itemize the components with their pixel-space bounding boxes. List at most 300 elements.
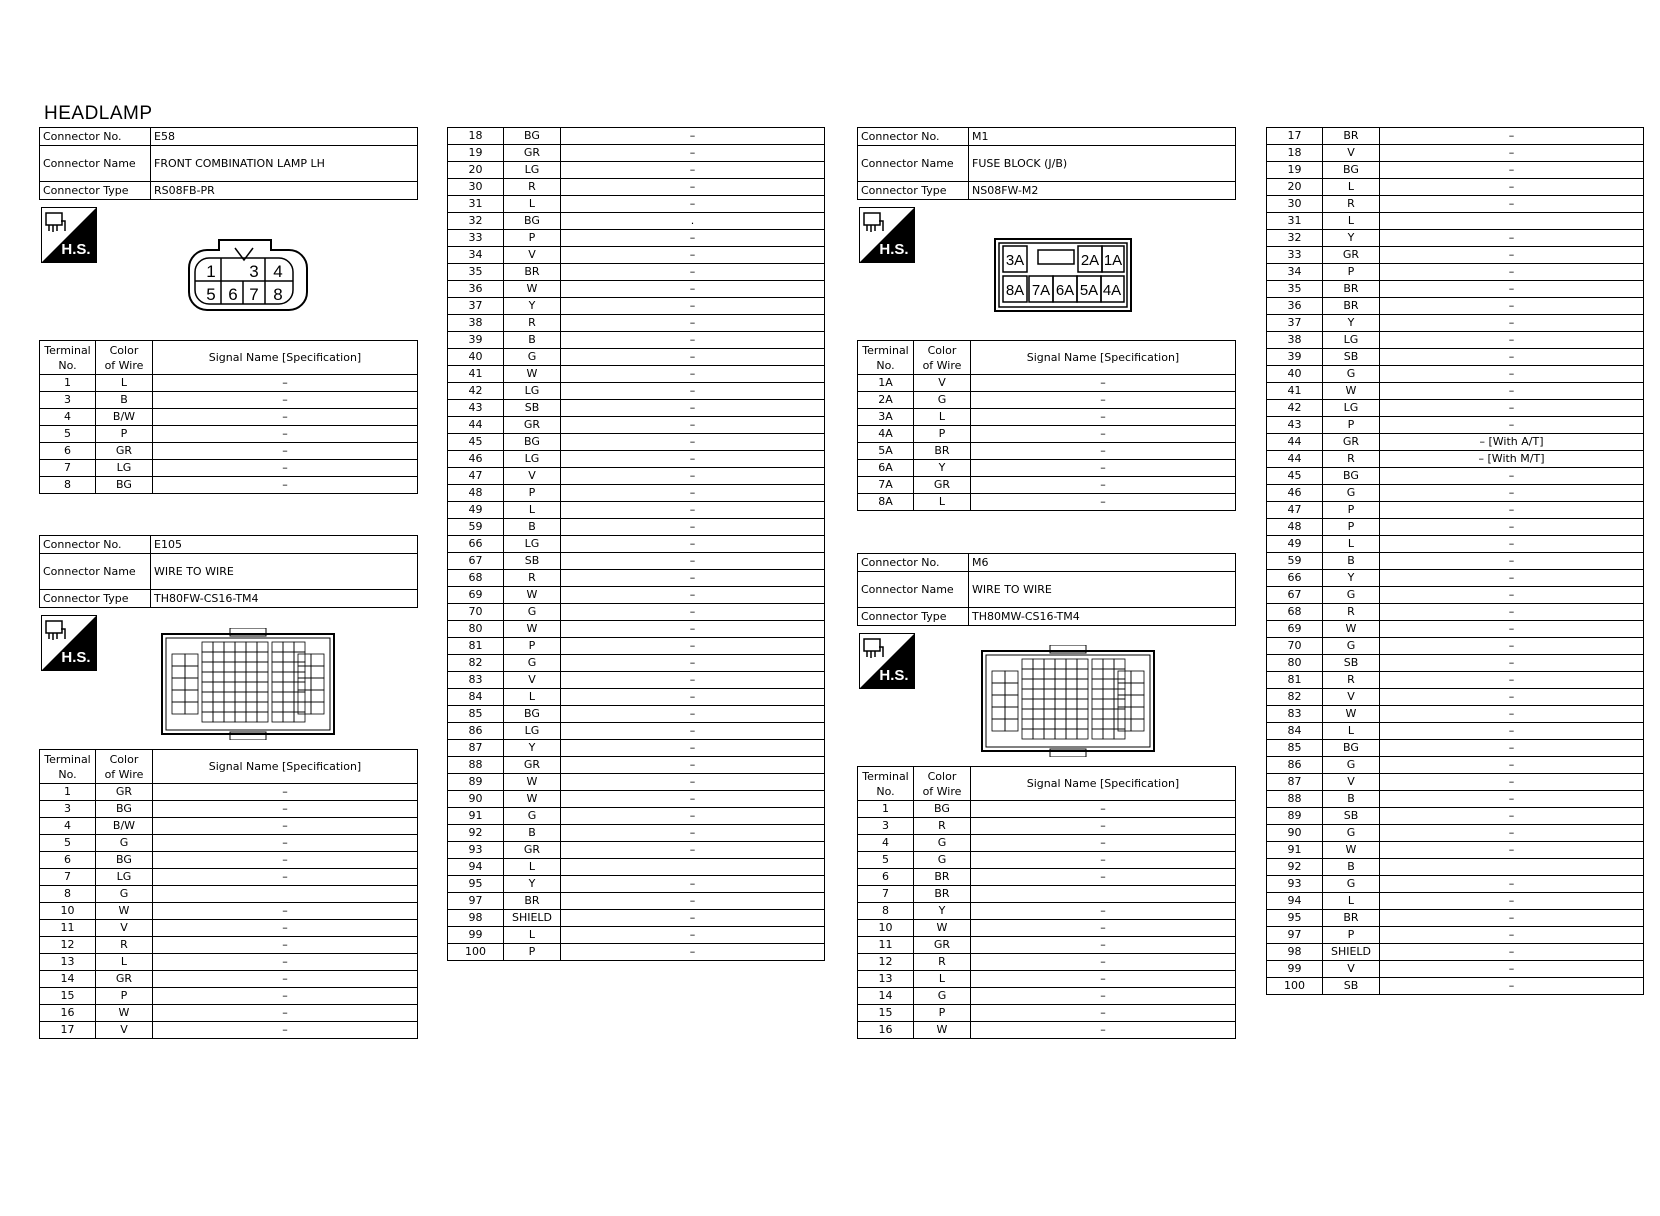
signal-name-cell: – <box>561 230 825 247</box>
terminal-no-cell: 81 <box>1267 672 1323 689</box>
signal-name-header: Signal Name [Specification] <box>153 750 418 784</box>
table-row <box>1267 502 1644 519</box>
wire-color-cell: Y <box>1323 315 1380 332</box>
wire-color-cell: BG <box>1323 468 1380 485</box>
signal-name-cell: – <box>561 485 825 502</box>
table-row <box>448 468 825 485</box>
signal-name-cell: – <box>561 723 825 740</box>
wire-color-cell: W <box>504 621 561 638</box>
table-row <box>448 366 825 383</box>
signal-name-cell: – <box>561 553 825 570</box>
connector-cavity <box>213 712 224 722</box>
signal-name-cell <box>561 859 825 876</box>
connector-name-value: FUSE BLOCK (J/B) <box>969 146 1236 182</box>
signal-name-cell: – <box>1380 468 1644 485</box>
wire-color-cell: G <box>914 392 971 409</box>
pin-label: 6 <box>228 285 238 304</box>
wire-color-cell: B <box>504 332 561 349</box>
signal-name-cell: – <box>561 417 825 434</box>
signal-name-cell: – <box>153 852 418 869</box>
wire-color-cell: G <box>1323 825 1380 842</box>
signal-name-cell: – <box>971 937 1236 954</box>
terminal-no-cell: 17 <box>1267 128 1323 145</box>
table-row <box>448 910 825 927</box>
signal-name-cell: – [With M/T] <box>1380 451 1644 468</box>
wire-color-cell: B/W <box>96 818 153 835</box>
signal-name-cell: – <box>153 971 418 988</box>
connector-cavity <box>1044 669 1055 679</box>
wire-color-cell: BG <box>914 801 971 818</box>
wire-color-cell: L <box>1323 723 1380 740</box>
signal-name-cell: – <box>561 179 825 196</box>
wire-color-cell: BG <box>96 852 153 869</box>
connector-cavity <box>1044 659 1055 669</box>
terminal-no-cell: 90 <box>448 791 504 808</box>
connector-cavity <box>992 707 1005 719</box>
signal-name-cell: – <box>1380 825 1644 842</box>
table-row <box>858 869 1236 886</box>
signal-name-cell: – <box>1380 570 1644 587</box>
table-row <box>448 383 825 400</box>
signal-name-cell: – <box>561 536 825 553</box>
wire-color-cell: L <box>914 409 971 426</box>
connector-cavity <box>283 712 294 722</box>
connector-cavity <box>224 662 235 672</box>
signal-name-cell: – <box>971 801 1236 818</box>
signal-name-cell: – <box>153 920 418 937</box>
table-row <box>1267 468 1644 485</box>
table-row <box>448 723 825 740</box>
wire-color-cell: LG <box>504 451 561 468</box>
wire-color-cell: P <box>504 638 561 655</box>
table-row <box>448 502 825 519</box>
table-row <box>448 774 825 791</box>
connector-cavity <box>1077 699 1088 709</box>
table-row <box>40 784 418 801</box>
terminal-no-cell: 4 <box>858 835 914 852</box>
terminal-no-cell: 80 <box>1267 655 1323 672</box>
pin-label: 3 <box>249 262 259 281</box>
wire-color-cell: L <box>1323 213 1380 230</box>
table-row <box>1267 774 1644 791</box>
wire-color-cell: G <box>504 349 561 366</box>
signal-name-cell: – <box>1380 128 1644 145</box>
wire-color-cell: LG <box>96 869 153 886</box>
wire-color-cell: R <box>1323 196 1380 213</box>
terminal-no-cell: 36 <box>1267 298 1323 315</box>
wire-color-cell: GR <box>504 417 561 434</box>
table-row <box>1267 519 1644 536</box>
connector-cavity <box>311 678 324 690</box>
signal-name-cell: – <box>561 927 825 944</box>
pin-label: 7 <box>249 285 259 304</box>
connector-cavity <box>235 702 246 712</box>
wire-color-cell: BG <box>96 801 153 818</box>
connector-cavity <box>272 692 283 702</box>
table-row <box>40 477 418 494</box>
connector-cavity <box>1022 699 1033 709</box>
wire-color-cell: W <box>914 1022 971 1039</box>
wire-color-cell: R <box>504 570 561 587</box>
connector-type-value: NS08FW-M2 <box>969 182 1236 200</box>
connector-cavity <box>1033 729 1044 739</box>
terminal-no-header: Terminal No. <box>858 341 914 375</box>
table-row <box>858 392 1236 409</box>
table-row <box>448 893 825 910</box>
terminal-no-cell: 87 <box>1267 774 1323 791</box>
connector-cavity <box>1092 689 1103 699</box>
table-row <box>1267 315 1644 332</box>
terminal-no-cell: 37 <box>1267 315 1323 332</box>
table-row <box>448 315 825 332</box>
table-row <box>1267 689 1644 706</box>
signal-name-cell: – <box>1380 247 1644 264</box>
signal-name-cell: – <box>153 460 418 477</box>
wire-color-cell: W <box>96 1005 153 1022</box>
signal-name-header: Signal Name [Specification] <box>153 341 418 375</box>
terminal-no-cell: 8 <box>40 886 96 903</box>
connector-cavity <box>257 662 268 672</box>
wire-color-cell: Y <box>1323 230 1380 247</box>
connector-cavity <box>298 654 311 666</box>
signal-name-cell: – <box>153 426 418 443</box>
connector-cavity <box>1066 679 1077 689</box>
wire-color-cell: R <box>914 818 971 835</box>
connector-cavity <box>1092 719 1103 729</box>
hs-label: H.S. <box>61 241 91 258</box>
column-1-e105 <box>39 535 418 608</box>
wire-color-cell: B/W <box>96 409 153 426</box>
connector-cavity <box>202 672 213 682</box>
wire-color-cell: V <box>1323 689 1380 706</box>
connector-cavity <box>224 682 235 692</box>
wire-color-cell: G <box>504 808 561 825</box>
wire-color-cell: P <box>1323 417 1380 434</box>
connector-type-value: RS08FB-PR <box>151 182 418 200</box>
wire-color-cell: SB <box>1323 349 1380 366</box>
terminal-no-cell: 15 <box>858 1005 914 1022</box>
wire-color-cell: V <box>1323 145 1380 162</box>
connector-cavity <box>1005 671 1018 683</box>
wire-color-cell: W <box>1323 383 1380 400</box>
column-3-m6 <box>857 553 1236 626</box>
signal-name-cell: – <box>561 570 825 587</box>
connector-cavity <box>283 642 294 652</box>
connector-cavity <box>283 702 294 712</box>
connector-cavity <box>298 678 311 690</box>
connector-cavity <box>1103 659 1114 669</box>
table-row <box>40 409 418 426</box>
connector-cavity <box>257 702 268 712</box>
wire-color-cell: V <box>504 247 561 264</box>
connector-cavity <box>1033 659 1044 669</box>
connector-cavity <box>224 672 235 682</box>
terminal-no-header: Terminal No. <box>858 767 914 801</box>
signal-name-cell: – <box>1380 502 1644 519</box>
color-of-wire-header: Color of Wire <box>914 767 971 801</box>
terminal-no-cell: 37 <box>448 298 504 315</box>
connector-cavity <box>1092 679 1103 689</box>
connector-cavity <box>1103 669 1114 679</box>
signal-name-cell: – <box>153 375 418 392</box>
signal-name-cell: – <box>153 784 418 801</box>
terminal-no-cell: 6 <box>858 869 914 886</box>
table-row <box>1267 587 1644 604</box>
connector-cavity <box>283 672 294 682</box>
terminal-no-cell: 95 <box>1267 910 1323 927</box>
connector-cavity <box>202 642 213 652</box>
pin-label: 4A <box>1102 282 1122 299</box>
wire-color-cell: BR <box>914 443 971 460</box>
connector-name-value: WIRE TO WIRE <box>151 554 418 590</box>
wire-color-cell: W <box>1323 621 1380 638</box>
terminal-no-cell: 46 <box>448 451 504 468</box>
wire-color-cell: G <box>914 852 971 869</box>
connector-cavity <box>1044 709 1055 719</box>
signal-name-cell: – <box>971 903 1236 920</box>
signal-name-cell: – <box>1380 927 1644 944</box>
terminal-no-cell: 95 <box>448 876 504 893</box>
terminal-no-cell: 97 <box>448 893 504 910</box>
connector-cavity <box>224 692 235 702</box>
wire-color-cell: L <box>914 494 971 511</box>
signal-name-cell: – <box>1380 519 1644 536</box>
signal-name-cell: – <box>1380 774 1644 791</box>
terminal-no-cell: 42 <box>1267 400 1323 417</box>
connector-cavity <box>1114 729 1125 739</box>
connector-cavity <box>1114 679 1125 689</box>
wire-color-cell: P <box>1323 927 1380 944</box>
wire-color-cell: GR <box>1323 434 1380 451</box>
connector-cavity <box>213 642 224 652</box>
connector-e105-info <box>39 535 418 608</box>
wire-color-cell: P <box>504 944 561 961</box>
wire-color-cell: LG <box>504 536 561 553</box>
connector-cavity <box>1066 659 1077 669</box>
signal-name-cell: – <box>1380 383 1644 400</box>
terminal-no-cell: 45 <box>1267 468 1323 485</box>
connector-cavity <box>1005 707 1018 719</box>
table-row <box>1267 927 1644 944</box>
table-row <box>448 145 825 162</box>
wire-color-cell: V <box>504 468 561 485</box>
connector-cavity <box>1103 709 1114 719</box>
terminal-no-cell: 3 <box>40 392 96 409</box>
wire-color-cell: LG <box>504 162 561 179</box>
connector-cavity <box>172 678 185 690</box>
connector-cavity <box>1022 709 1033 719</box>
terminal-no-cell: 81 <box>448 638 504 655</box>
connector-no-value: E105 <box>151 536 418 554</box>
connector-cavity <box>202 652 213 662</box>
terminal-no-cell: 14 <box>40 971 96 988</box>
wire-color-cell: G <box>1323 366 1380 383</box>
pin-label: 2A <box>1080 252 1100 269</box>
terminal-no-cell: 7A <box>858 477 914 494</box>
harness-side-icon <box>41 207 97 263</box>
wire-color-cell: L <box>504 502 561 519</box>
wire-color-cell: BR <box>914 886 971 903</box>
connector-cavity <box>185 690 198 702</box>
table-row <box>448 281 825 298</box>
terminal-no-cell: 32 <box>1267 230 1323 247</box>
terminal-no-cell: 86 <box>448 723 504 740</box>
table-row <box>448 128 825 145</box>
terminal-no-cell: 48 <box>1267 519 1323 536</box>
terminal-no-cell: 92 <box>1267 859 1323 876</box>
table-row <box>858 494 1236 511</box>
table-row <box>448 485 825 502</box>
connector-cavity <box>172 654 185 666</box>
table-row <box>448 876 825 893</box>
terminal-no-cell: 6 <box>40 852 96 869</box>
signal-name-cell <box>1380 859 1644 876</box>
signal-name-cell: – <box>561 315 825 332</box>
terminal-no-cell: 43 <box>1267 417 1323 434</box>
table-row <box>448 196 825 213</box>
wire-color-cell: SB <box>504 400 561 417</box>
table-row <box>40 886 418 903</box>
signal-name-cell: – <box>153 869 418 886</box>
connector-cavity <box>213 682 224 692</box>
terminal-no-cell: 1 <box>40 375 96 392</box>
connector-e105-terminal-table-cont <box>447 127 825 961</box>
connector-cavity <box>272 642 283 652</box>
connector-cavity <box>1044 699 1055 709</box>
connector-cavity <box>235 682 246 692</box>
signal-name-cell: – <box>153 443 418 460</box>
signal-name-cell: – <box>561 366 825 383</box>
terminal-no-cell: 98 <box>448 910 504 927</box>
connector-cavity <box>1033 689 1044 699</box>
connector-cavity <box>246 662 257 672</box>
table-row <box>1267 944 1644 961</box>
wire-color-cell: LG <box>1323 332 1380 349</box>
terminal-no-cell: 17 <box>40 1022 96 1039</box>
table-row <box>858 903 1236 920</box>
wire-color-cell: GR <box>914 937 971 954</box>
terminal-no-cell: 18 <box>1267 145 1323 162</box>
connector-cavity <box>272 662 283 672</box>
wire-color-cell: L <box>1323 893 1380 910</box>
signal-name-cell: – <box>1380 366 1644 383</box>
connector-cavity <box>1114 719 1125 729</box>
signal-name-cell: – <box>971 477 1236 494</box>
wire-color-cell: R <box>96 937 153 954</box>
table-row <box>858 835 1236 852</box>
connector-cavity <box>1077 679 1088 689</box>
terminal-no-cell: 69 <box>1267 621 1323 638</box>
connector-cavity <box>1005 683 1018 695</box>
table-row <box>40 971 418 988</box>
terminal-no-cell: 38 <box>1267 332 1323 349</box>
terminal-no-cell: 39 <box>1267 349 1323 366</box>
connector-cavity <box>1005 695 1018 707</box>
connector-m6-terminal-table-cont <box>1266 127 1644 995</box>
table-row <box>1267 910 1644 927</box>
wire-color-cell: BR <box>504 264 561 281</box>
connector-cavity <box>1055 699 1066 709</box>
connector-cavity <box>294 692 305 702</box>
terminal-no-cell: 43 <box>448 400 504 417</box>
table-row <box>1267 604 1644 621</box>
terminal-no-cell: 7 <box>40 460 96 477</box>
connector-cavity <box>172 702 185 714</box>
terminal-no-cell: 94 <box>1267 893 1323 910</box>
wire-color-cell: L <box>96 375 153 392</box>
wire-color-cell: B <box>1323 553 1380 570</box>
connector-cavity <box>294 702 305 712</box>
signal-name-cell: – <box>561 757 825 774</box>
connector-cavity <box>1077 659 1088 669</box>
column-1 <box>39 127 418 200</box>
table-row <box>1267 740 1644 757</box>
table-row <box>1267 434 1644 451</box>
connector-no-label: Connector No. <box>40 536 151 554</box>
terminal-no-cell: 6 <box>40 443 96 460</box>
connector-cavity <box>283 652 294 662</box>
terminal-no-cell: 20 <box>448 162 504 179</box>
terminal-no-cell: 31 <box>448 196 504 213</box>
wire-color-cell: B <box>96 392 153 409</box>
column-1-terminals <box>39 340 418 494</box>
terminal-no-cell: 1 <box>40 784 96 801</box>
signal-name-cell: – <box>561 400 825 417</box>
connector-cavity <box>1066 689 1077 699</box>
terminal-no-cell: 85 <box>448 706 504 723</box>
wire-color-cell: SHIELD <box>1323 944 1380 961</box>
connector-cavity <box>1103 689 1114 699</box>
table-row <box>40 426 418 443</box>
signal-name-cell: – <box>971 443 1236 460</box>
signal-name-cell: – <box>561 910 825 927</box>
wire-color-cell: BR <box>1323 910 1380 927</box>
signal-name-cell: – <box>561 655 825 672</box>
terminal-no-cell: 15 <box>40 988 96 1005</box>
connector-cavity <box>1055 669 1066 679</box>
connector-cavity <box>202 702 213 712</box>
table-row <box>40 988 418 1005</box>
terminal-no-cell: 6A <box>858 460 914 477</box>
wire-color-cell: Y <box>914 903 971 920</box>
wire-color-cell: L <box>1323 179 1380 196</box>
table-row <box>40 869 418 886</box>
connector-cavity <box>1022 689 1033 699</box>
terminal-no-cell: 83 <box>1267 706 1323 723</box>
table-row <box>858 937 1236 954</box>
signal-name-cell: – <box>1380 604 1644 621</box>
signal-name-cell: – <box>561 502 825 519</box>
column-3-terminals-m6 <box>857 766 1236 1039</box>
wire-color-cell: P <box>1323 264 1380 281</box>
table-row <box>858 801 1236 818</box>
connector-cavity <box>1131 695 1144 707</box>
pin-label: 4 <box>273 262 283 281</box>
wire-color-cell: R <box>1323 604 1380 621</box>
table-row <box>1267 553 1644 570</box>
table-row <box>1267 859 1644 876</box>
signal-name-cell: – <box>1380 723 1644 740</box>
terminal-no-cell: 4A <box>858 426 914 443</box>
connector-cavity <box>1022 659 1033 669</box>
table-row <box>1267 536 1644 553</box>
terminal-no-cell: 49 <box>448 502 504 519</box>
connector-cavity <box>1055 659 1066 669</box>
signal-name-cell: – <box>1380 961 1644 978</box>
pin-label: 8 <box>273 285 283 304</box>
table-row <box>858 988 1236 1005</box>
wire-color-cell: G <box>1323 485 1380 502</box>
